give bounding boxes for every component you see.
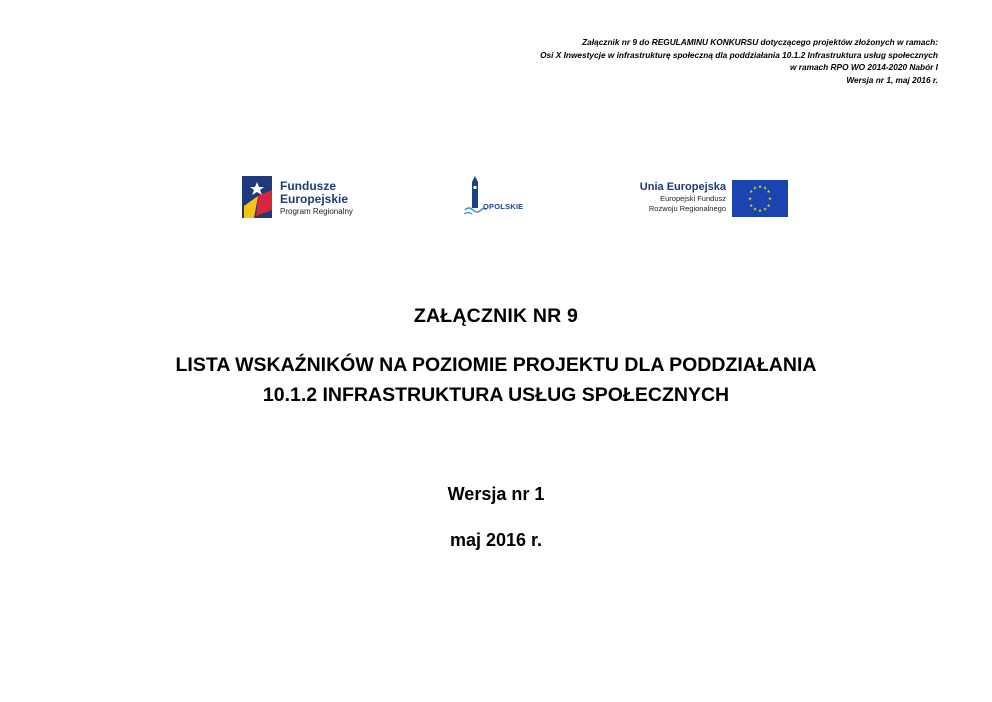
eu-flag-icon — [732, 180, 788, 217]
svg-text:★: ★ — [766, 204, 771, 209]
svg-text:★: ★ — [762, 186, 768, 192]
fundusze-name-line2: Europejskie — [280, 192, 349, 206]
svg-text:★: ★ — [747, 197, 753, 202]
list-title-line1: LISTA WSKAŹNIKÓW NA POZIOMIE PROJEKTU DLA PODDZIAŁANIA — [175, 354, 817, 376]
ue-sub-line1: Europejski Fundusz — [660, 194, 726, 203]
fundusze-name-line1: Fundusze — [280, 179, 336, 193]
svg-text:★: ★ — [752, 186, 758, 192]
svg-text:★: ★ — [749, 190, 754, 195]
list-title — [0, 350, 992, 410]
ue-sub-line2: Rozwoju Regionalnego — [648, 204, 726, 213]
fundusze-europejskie-text — [280, 180, 353, 217]
fundusze-europejskie-star-icon — [242, 176, 272, 218]
svg-text:★: ★ — [749, 204, 754, 209]
ue-name: Unia Europejska — [639, 181, 726, 193]
svg-text:★: ★ — [757, 185, 763, 190]
fundusze-sub: Program Regionalny — [280, 207, 353, 216]
header-note — [418, 36, 938, 86]
opolskie-logo — [453, 176, 523, 220]
svg-text:★: ★ — [752, 207, 758, 213]
unia-europejska-logo — [610, 178, 780, 220]
header-note-line: Załącznik nr 9 do REGULAMINU KONKURSU dotyczącego projektów złożonych w ramach: — [582, 37, 938, 47]
version-label: Wersja nr 1 — [447, 484, 545, 504]
unia-europejska-text — [610, 180, 726, 214]
svg-text:★: ★ — [762, 207, 768, 213]
header-note-line: Wersja nr 1, maj 2016 r. — [846, 74, 938, 85]
svg-text:★: ★ — [766, 190, 771, 195]
page-title: ZAŁĄCZNIK NR 9 — [413, 305, 579, 327]
date-label: maj 2016 r. — [449, 530, 543, 550]
svg-text:★: ★ — [767, 197, 773, 202]
logo-strip — [228, 162, 788, 232]
svg-text:★: ★ — [757, 209, 763, 214]
header-note-line: Osi X Inwestycje w infrastrukturę społeczną dla poddziałania 10.1.2 Infrastruktura usług społecznych — [540, 49, 938, 60]
header-note-line: w ramach RPO WO 2014-2020 Nabór I — [789, 62, 938, 72]
opolskie-text: OPOLSKIE — [483, 202, 524, 211]
list-title-line2: 10.1.2 INFRASTRUKTURA USŁUG SPOŁECZNYCH — [262, 384, 730, 406]
